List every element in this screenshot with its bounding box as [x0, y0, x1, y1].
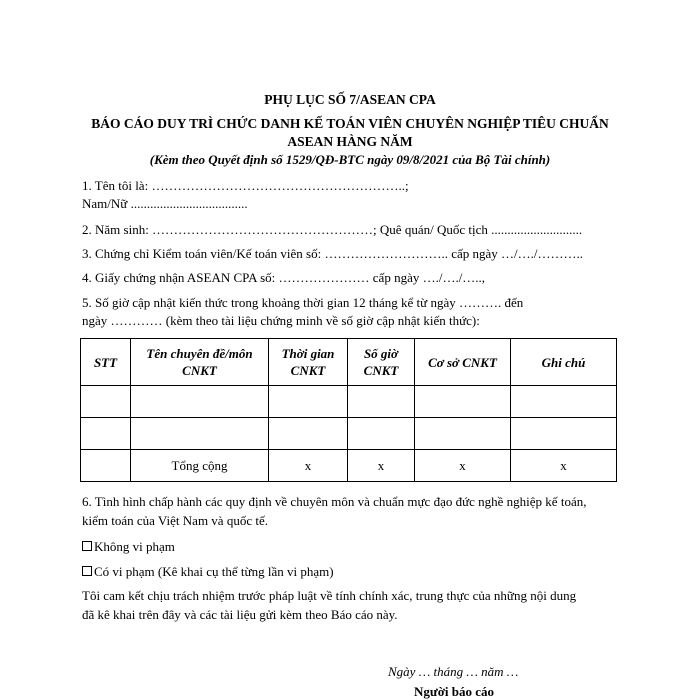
total-time: x: [269, 450, 348, 482]
checkbox-no-violation[interactable]: [82, 541, 92, 551]
table-cell[interactable]: [415, 386, 511, 418]
report-title-line2: ASEAN HÀNG NĂM: [287, 134, 413, 149]
training-hours-table: [80, 338, 617, 482]
field-asean-cpa: 4. Giấy chứng nhận ASEAN CPA số: ………………… cấp ngày …./…./…..,: [82, 270, 486, 285]
appendix-heading: PHỤ LỤC SỐ 7/ASEAN CPA: [264, 92, 436, 107]
option-no-violation-label: Không vi phạm: [94, 539, 175, 554]
table-cell[interactable]: [511, 418, 617, 450]
header-hours: Số giờ CNKT: [348, 339, 415, 386]
field-gender: Nam/Nữ ....................................: [82, 196, 248, 211]
report-subtitle: (Kèm theo Quyết định số 1529/QĐ-BTC ngày 09/8/2021 của Bộ Tài chính): [149, 152, 551, 167]
table-cell: [81, 450, 131, 482]
option-violation[interactable]: [82, 564, 334, 580]
table-row: [81, 418, 617, 450]
field-certificate: 3. Chứng chỉ Kiểm toán viên/Kế toán viên số: ……………………….. cấp ngày …/…./………..: [82, 246, 583, 261]
table-cell[interactable]: [269, 418, 348, 450]
total-label: Tổng cộng: [131, 450, 269, 482]
option-no-violation[interactable]: [82, 539, 175, 555]
table-cell[interactable]: [81, 418, 131, 450]
signer-label: Người báo cáo: [414, 684, 494, 699]
commitment-line1: Tôi cam kết chịu trách nhiệm trước pháp luật về tính chính xác, trung thực của những nội dung: [82, 588, 577, 603]
table-total-row: [81, 450, 617, 482]
header-topic: Tên chuyên đề/môn CNKT: [131, 339, 269, 386]
header-stt: STT: [81, 339, 131, 386]
commitment-line2: đã kê khai trên đây và các tài liệu gửi kèm theo Báo cáo này.: [82, 607, 398, 622]
header-facility: Cơ sở CNKT: [415, 339, 511, 386]
table-cell[interactable]: [348, 386, 415, 418]
table-cell[interactable]: [269, 386, 348, 418]
header-time: Thời gian CNKT: [269, 339, 348, 386]
table-header-row: [81, 339, 617, 386]
table-cell[interactable]: [415, 418, 511, 450]
report-title-line1: BÁO CÁO DUY TRÌ CHỨC DANH KẾ TOÁN VIÊN CHUYÊN NGHIỆP TIÊU CHUẨN: [91, 116, 609, 131]
table-cell[interactable]: [131, 386, 269, 418]
field-update-hours-cont: ngày ………… (kèm theo tài liệu chứng minh về số giờ cập nhật kiến thức):: [82, 313, 480, 328]
total-facility: x: [415, 450, 511, 482]
field-birth-year: 2. Năm sinh: ……………………………………………; Quê quán/ Quốc tịch ............................: [82, 222, 583, 237]
checkbox-violation[interactable]: [82, 566, 92, 576]
table-row: [81, 386, 617, 418]
total-note: x: [511, 450, 617, 482]
section6-line2: kiểm toán của Việt Nam và quốc tế.: [82, 513, 268, 528]
field-name: 1. Tên tôi là: …………………………………………………..;: [82, 178, 409, 193]
field-update-hours: 5. Số giờ cập nhật kiến thức trong khoảng thời gian 12 tháng kể từ ngày ………. đến: [82, 295, 524, 310]
signature-date: Ngày … tháng … năm …: [388, 664, 519, 679]
table-cell[interactable]: [81, 386, 131, 418]
table-cell[interactable]: [131, 418, 269, 450]
total-hours: x: [348, 450, 415, 482]
section6-line1: 6. Tình hình chấp hành các quy định về chuyên môn và chuẩn mực đạo đức nghề nghiệp kế toán,: [82, 494, 587, 509]
table-cell[interactable]: [348, 418, 415, 450]
option-violation-label: Có vi phạm (Kê khai cụ thể từng lần vi phạm): [94, 564, 334, 579]
table-cell[interactable]: [511, 386, 617, 418]
header-note: Ghi chú: [511, 339, 617, 386]
